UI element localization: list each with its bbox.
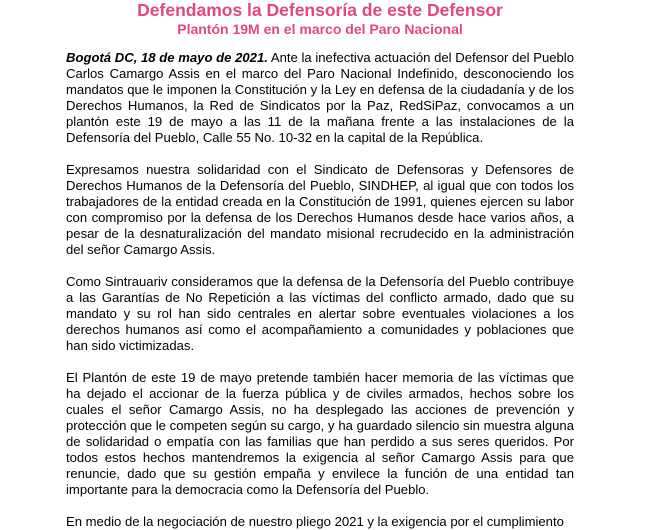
document-title: Defendamos la Defensoría de este Defensor	[137, 0, 503, 20]
paragraph-4: El Plantón de este 19 de mayo pretende también hacer memoria de las víctimas que ha dejado el accionar de la fuerza pública y de civiles armados, hechos sobre los cuales el señor Camargo Assis, no ha desplegado las acciones de prevención y protección que le competen según su cargo, y ha guardado silencio sin muestra alguna de solidaridad o empatía con las familias que han perdido a sus seres queridos. Por todos estos hechos mantendremos la exigencia al señor Camargo Assis para que renuncie, dado que su gestión empaña y envilece la función de una entidad tan importante para la democracia como la Defensoría del Pueblo.	[66, 370, 574, 497]
dateline: Bogotá DC, 18 de mayo de 2021.	[66, 50, 268, 65]
document-page	[66, 0, 574, 530]
paragraph-1-text: Ante la inefectiva actuación del Defensor del Pueblo Carlos Camargo Assis en el marco del Paro Nacional Indefinido, desconociendo los mandatos que le imponen la Constitución y la Ley en defensa de la ciudadanía y de los Derechos Humanos, la Red de Sindicatos por la Paz, RedSiPaz, convocamos a un plantón este 19 de mayo a las 11 de la mañana frente a las instalaciones de la Defensoría del Pueblo, Calle 55 No. 10-32 en la capital de la República.	[66, 50, 574, 145]
paragraph-3: Como Sintrauariv consideramos que la defensa de la Defensoría del Pueblo contribuye a las Garantías de No Repetición a las víctimas del conflicto armado, dado que su mandato y su rol han sido centrales en alertar sobre eventuales violaciones a los derechos humanos así como el acompañamiento a comunidades y poblaciones que han sido victimizadas.	[66, 274, 574, 353]
paragraph-2: Expresamos nuestra solidaridad con el Sindicato de Defensoras y Defensores de Derechos Humanos de la Defensoría del Pueblo, SINDHEP, al igual que con todos los trabajadores de la entidad creada en la Constitución de 1991, quienes ejercen su labor con compromiso por la defensa de los Derechos Humanos desde hace varios años, a pesar de la desnaturalización del mandato misional recrudecido en la administración del señor Camargo Assis.	[66, 162, 574, 257]
paragraph-5: En medio de la negociación de nuestro pliego 2021 y la exigencia por el cumplimiento	[66, 514, 564, 529]
document-subtitle: Plantón 19M en el marco del Paro Nacional	[177, 21, 463, 37]
paragraph-1	[66, 50, 574, 146]
